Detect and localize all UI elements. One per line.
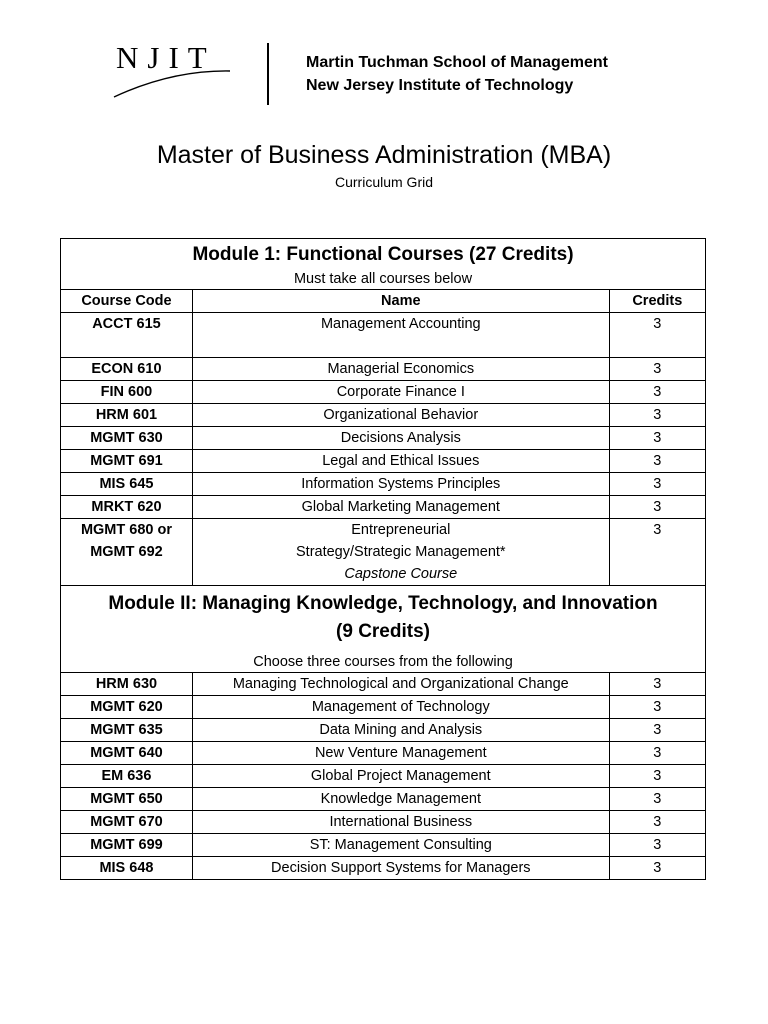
course-name: Knowledge Management — [192, 788, 609, 811]
course-name: Data Mining and Analysis — [192, 719, 609, 742]
column-header-code: Course Code — [61, 290, 193, 313]
table-row — [61, 673, 706, 696]
course-name: Managing Technological and Organizational Change — [192, 673, 609, 696]
table-row — [61, 696, 706, 719]
course-name: Global Project Management — [192, 765, 609, 788]
course-name: Corporate Finance I — [192, 381, 609, 404]
course-code: MGMT 650 — [61, 788, 193, 811]
course-credits: 3 — [609, 811, 705, 834]
course-code: MGMT 699 — [61, 834, 193, 857]
course-code: MGMT 635 — [61, 719, 193, 742]
course-name: ST: Management Consulting — [192, 834, 609, 857]
table-row — [61, 834, 706, 857]
course-code: MGMT 691 — [61, 450, 193, 473]
table-row — [61, 765, 706, 788]
course-name: International Business — [192, 811, 609, 834]
course-credits: 3 — [609, 358, 705, 381]
course-credits: 3 — [609, 381, 705, 404]
table-row — [61, 358, 706, 381]
page-header — [0, 0, 768, 120]
table-row — [61, 313, 706, 358]
capstone-code-line-1: MGMT 680 or — [80, 522, 172, 538]
header-divider — [267, 43, 269, 105]
module-1-note: Must take all courses below — [293, 271, 473, 287]
school-name — [306, 51, 608, 97]
course-credits: 3 — [609, 857, 705, 880]
course-code: MGMT 620 — [61, 696, 193, 719]
document-title: Master of Business Administration (MBA) — [156, 141, 612, 169]
course-name: Information Systems Principles — [192, 473, 609, 496]
capstone-name-line-2: Strategy/Strategic Management* — [296, 544, 506, 560]
capstone-name-line-3: Capstone Course — [344, 566, 458, 582]
course-name: Global Marketing Management — [192, 496, 609, 519]
table-row — [61, 473, 706, 496]
course-code: HRM 601 — [61, 404, 193, 427]
course-credits: 3 — [609, 719, 705, 742]
module-2-note: Choose three courses from the following — [253, 654, 513, 670]
course-credits: 3 — [609, 496, 705, 519]
module-1-header-row — [61, 239, 706, 290]
table-row — [61, 788, 706, 811]
table-row — [61, 811, 706, 834]
table-row — [61, 381, 706, 404]
course-name: Decision Support Systems for Managers — [192, 857, 609, 880]
logo-text: NJIT — [116, 40, 216, 75]
table-row — [61, 742, 706, 765]
course-credits: 3 — [609, 427, 705, 450]
course-code: ECON 610 — [61, 358, 193, 381]
capstone-name-line-1: Entrepreneurial — [351, 522, 451, 538]
module-2-header-row — [61, 586, 706, 673]
course-credits: 3 — [609, 765, 705, 788]
course-code: MIS 645 — [61, 473, 193, 496]
course-credits: 3 — [609, 788, 705, 811]
module-2-title-line-1: Module II: Managing Knowledge, Technology, and Innovation — [108, 593, 658, 614]
module-1-header — [61, 239, 706, 290]
logo-swoosh-icon — [112, 40, 232, 100]
course-name: Organizational Behavior — [192, 404, 609, 427]
course-name: Legal and Ethical Issues — [192, 450, 609, 473]
course-code: MGMT 640 — [61, 742, 193, 765]
school-line-1: Martin Tuchman School of Management — [306, 54, 608, 71]
table-row — [61, 404, 706, 427]
module-1-title: Module 1: Functional Courses (27 Credits) — [192, 244, 574, 265]
course-credits: 3 — [609, 404, 705, 427]
capstone-row — [61, 519, 706, 586]
course-credits: 3 — [609, 696, 705, 719]
course-credits: 3 — [609, 742, 705, 765]
column-header-row — [61, 290, 706, 313]
column-header-credits: Credits — [609, 290, 705, 313]
module-2-header — [61, 586, 706, 673]
njit-logo — [112, 40, 232, 100]
course-name: Managerial Economics — [192, 358, 609, 381]
capstone-code-line-2: MGMT 692 — [90, 544, 163, 560]
course-credits: 3 — [609, 834, 705, 857]
capstone-credits: 3 — [609, 519, 705, 586]
course-code: HRM 630 — [61, 673, 193, 696]
document-subtitle: Curriculum Grid — [334, 174, 433, 190]
module-2-title-line-2: (9 Credits) — [336, 621, 430, 642]
course-credits: 3 — [609, 450, 705, 473]
course-name: Management Accounting — [192, 313, 609, 358]
table-row — [61, 427, 706, 450]
table-row — [61, 450, 706, 473]
capstone-code — [61, 519, 193, 586]
table-row — [61, 496, 706, 519]
course-code: ACCT 615 — [61, 313, 193, 358]
course-code: MGMT 670 — [61, 811, 193, 834]
course-name: Decisions Analysis — [192, 427, 609, 450]
curriculum-table — [60, 238, 706, 880]
course-credits: 3 — [609, 313, 705, 358]
course-code: MIS 648 — [61, 857, 193, 880]
capstone-name — [192, 519, 609, 586]
table-row — [61, 719, 706, 742]
course-code: EM 636 — [61, 765, 193, 788]
course-credits: 3 — [609, 673, 705, 696]
course-code: MGMT 630 — [61, 427, 193, 450]
course-name: Management of Technology — [192, 696, 609, 719]
course-credits: 3 — [609, 473, 705, 496]
school-line-2: New Jersey Institute of Technology — [306, 77, 574, 94]
course-name: New Venture Management — [192, 742, 609, 765]
course-code: FIN 600 — [61, 381, 193, 404]
table-row — [61, 857, 706, 880]
course-code: MRKT 620 — [61, 496, 193, 519]
column-header-name: Name — [192, 290, 609, 313]
